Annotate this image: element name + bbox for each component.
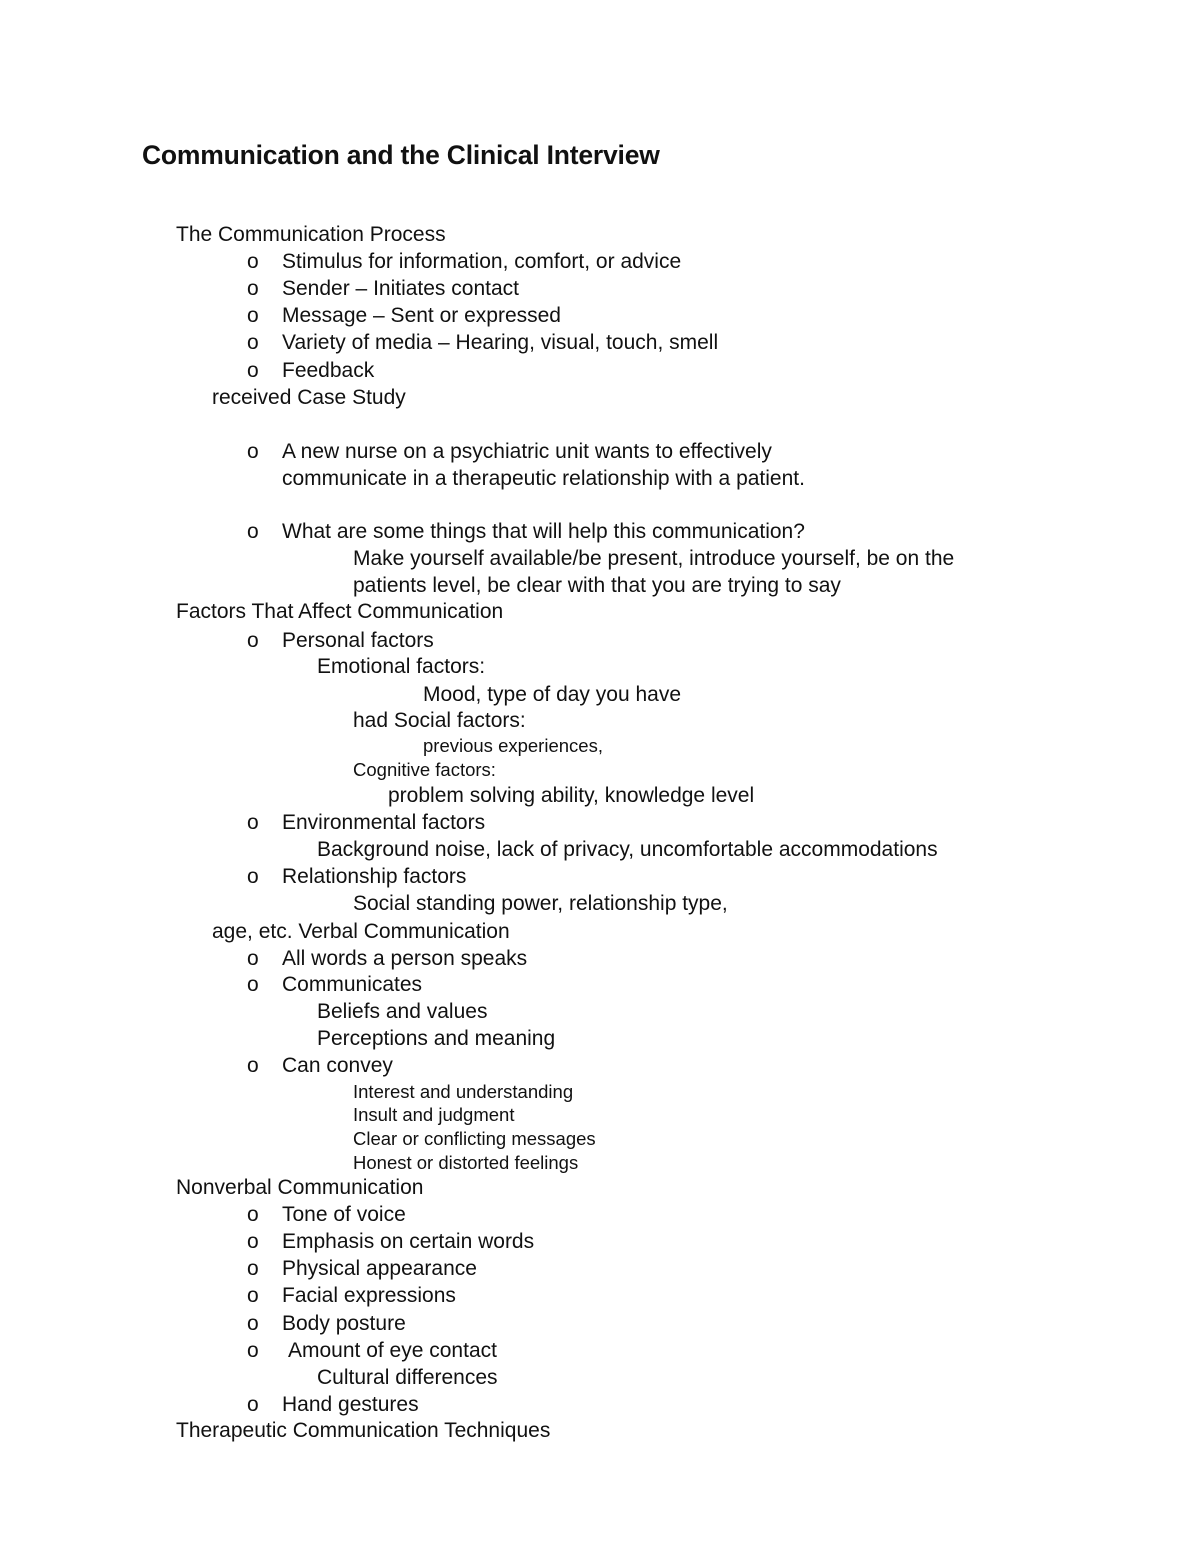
- list-item: Sender – Initiates contact: [282, 277, 519, 300]
- sub-item: Clear or conflicting messages: [353, 1128, 596, 1149]
- list-item-continuation: communicate in a therapeutic relationship with a patient.: [282, 467, 805, 490]
- list-item: Variety of media – Hearing, visual, touch, smell: [282, 331, 719, 354]
- list-item: Physical appearance: [282, 1257, 477, 1280]
- text-line: received Case Study: [212, 386, 406, 409]
- bullet-marker: o: [247, 304, 259, 327]
- bullet-marker: o: [247, 1312, 259, 1335]
- sub-sub-item: problem solving ability, knowledge level: [388, 784, 755, 807]
- list-item: Body posture: [282, 1312, 406, 1335]
- bullet-marker: o: [247, 1203, 259, 1226]
- bullet-marker: o: [247, 973, 259, 996]
- sub-item: Cognitive factors:: [353, 759, 496, 780]
- bullet-marker: o: [247, 947, 259, 970]
- list-item: Hand gestures: [282, 1393, 419, 1416]
- sub-item: Emotional factors:: [317, 655, 486, 678]
- bullet-marker: o: [247, 1230, 259, 1253]
- answer-line: patients level, be clear with that you are trying to say: [353, 574, 841, 597]
- list-item: Amount of eye contact: [288, 1339, 497, 1362]
- bullet-marker: o: [247, 250, 259, 273]
- text-line: age, etc. Verbal Communication: [212, 920, 510, 943]
- sub-sub-item: Mood, type of day you have: [423, 683, 681, 706]
- sub-item: Honest or distorted feelings: [353, 1152, 579, 1173]
- list-item: Facial expressions: [282, 1284, 456, 1307]
- list-item: Message – Sent or expressed: [282, 304, 561, 327]
- bullet-marker: o: [247, 1393, 259, 1416]
- answer-line: Make yourself available/be present, introduce yourself, be on the: [353, 547, 955, 570]
- sub-sub-item: previous experiences,: [423, 735, 603, 756]
- sub-item: Interest and understanding: [353, 1081, 574, 1102]
- bullet-marker: o: [247, 1284, 259, 1307]
- list-item: Personal factors: [282, 629, 434, 652]
- list-item: Stimulus for information, comfort, or advice: [282, 250, 682, 273]
- section-heading-factors: Factors That Affect Communication: [176, 600, 504, 623]
- sub-item: Beliefs and values: [317, 1000, 488, 1023]
- bullet-marker: o: [247, 865, 259, 888]
- list-item: Can convey: [282, 1054, 393, 1077]
- sub-item: Background noise, lack of privacy, uncomfortable accommodations: [317, 838, 938, 861]
- bullet-marker: o: [247, 440, 259, 463]
- bullet-marker: o: [247, 1257, 259, 1280]
- sub-item: had Social factors:: [353, 709, 526, 732]
- bullet-marker: o: [247, 1339, 259, 1362]
- list-item: All words a person speaks: [282, 947, 528, 970]
- list-item: Emphasis on certain words: [282, 1230, 535, 1253]
- list-item: A new nurse on a psychiatric unit wants to effectively: [282, 440, 772, 463]
- list-item: What are some things that will help this communication?: [282, 520, 805, 543]
- bullet-marker: o: [247, 811, 259, 834]
- bullet-marker: o: [247, 331, 259, 354]
- section-heading-therapeutic-techniques: Therapeutic Communication Techniques: [176, 1419, 551, 1442]
- bullet-marker: o: [247, 629, 259, 652]
- bullet-marker: o: [247, 1054, 259, 1077]
- sub-item: Insult and judgment: [353, 1104, 515, 1125]
- section-heading-communication-process: The Communication Process: [176, 223, 446, 246]
- list-item: Tone of voice: [282, 1203, 406, 1226]
- list-item: Feedback: [282, 359, 375, 382]
- bullet-marker: o: [247, 520, 259, 543]
- section-heading-nonverbal: Nonverbal Communication: [176, 1176, 424, 1199]
- sub-item: Perceptions and meaning: [317, 1027, 556, 1050]
- sub-item: Social standing power, relationship type,: [353, 892, 728, 915]
- page-title: Communication and the Clinical Interview: [142, 140, 660, 170]
- sub-item: Cultural differences: [317, 1366, 498, 1389]
- bullet-marker: o: [247, 277, 259, 300]
- list-item: Relationship factors: [282, 865, 467, 888]
- bullet-marker: o: [247, 359, 259, 382]
- list-item: Communicates: [282, 973, 423, 996]
- list-item: Environmental factors: [282, 811, 486, 834]
